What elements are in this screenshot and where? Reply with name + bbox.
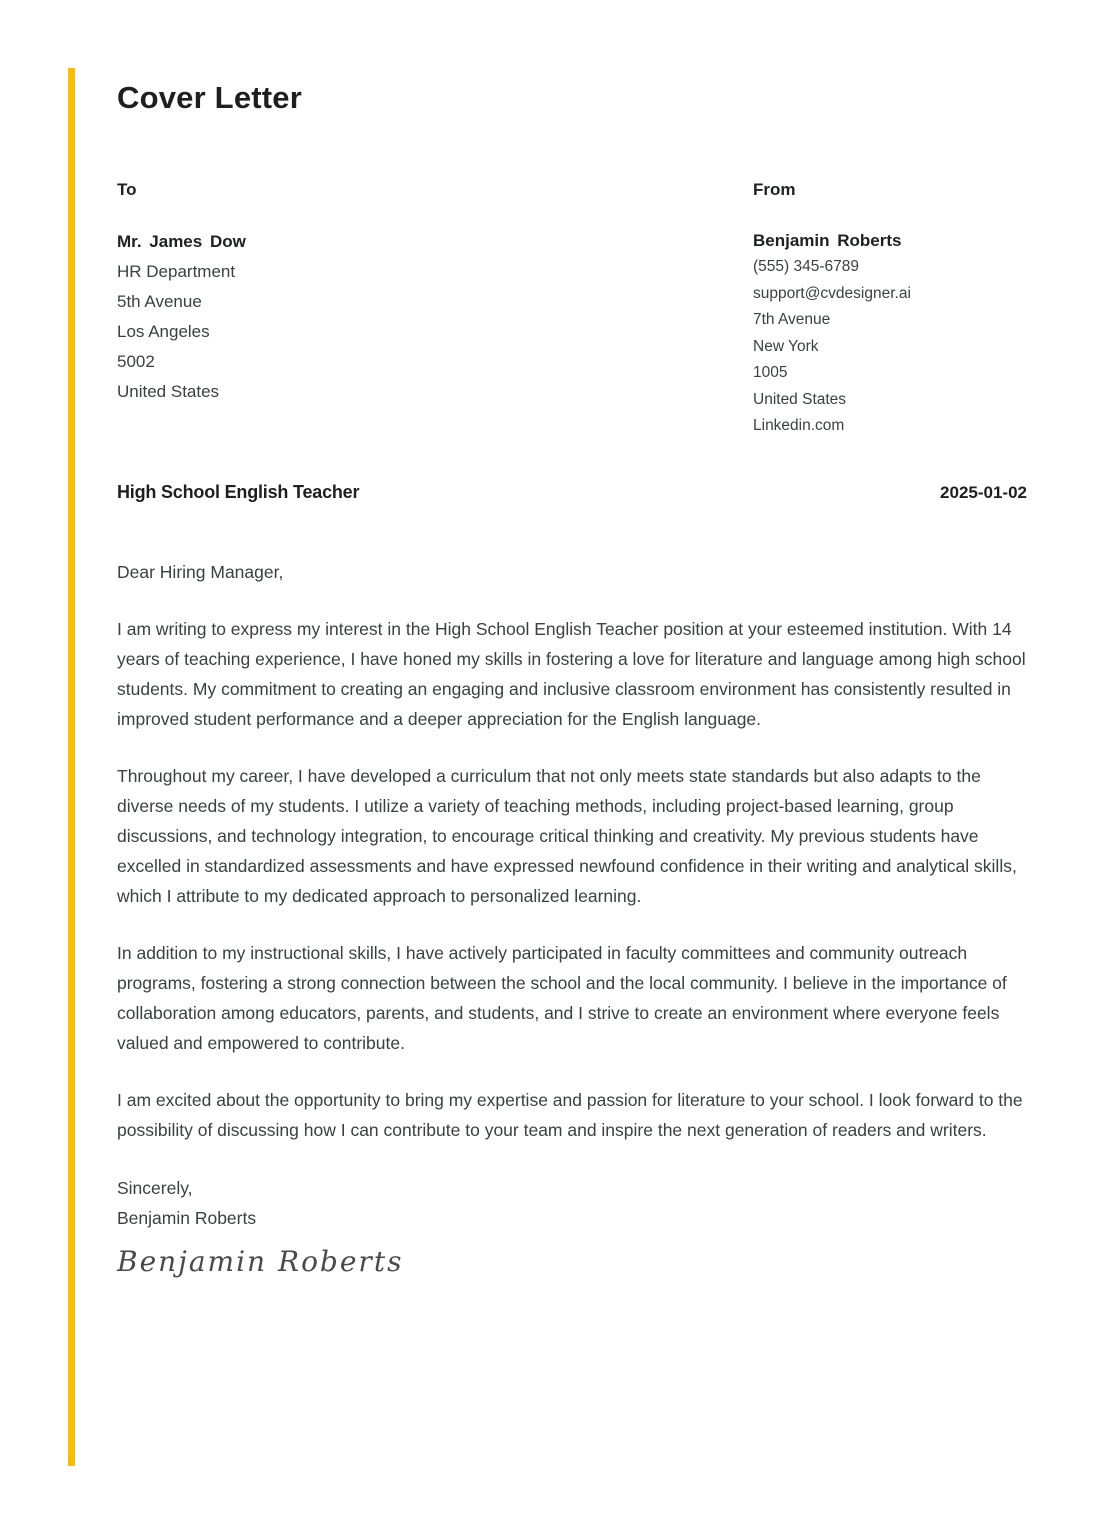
recipient-address-line: Los Angeles [117, 322, 210, 341]
closing: Sincerely, [117, 1177, 193, 1198]
sender-address-line: 1005 [753, 364, 788, 381]
recipient-address-line: 5th Avenue [117, 292, 202, 311]
sender-label: From [753, 180, 796, 199]
signer-name: Benjamin Roberts [117, 1207, 257, 1228]
closing-block [117, 1173, 1027, 1233]
job-title: High School English Teacher [117, 481, 360, 502]
recipient-name: Mr. James Dow [117, 232, 246, 251]
recipient-address-line: HR Department [117, 262, 236, 281]
recipient-address-line: United States [117, 382, 220, 401]
sender-address-line: United States [753, 390, 847, 408]
page-title: Cover Letter [117, 80, 303, 115]
body-paragraph: Throughout my career, I have developed a curriculum that not only meets state standards but also adapts to the diverse needs of my students. I utilize a variety of teaching methods, including project-based learning, group discussions, and technology integration, to encourage critical thinking and creativity. My previous students have excelled in standardized assessments and have expressed newfound confidence in their writing and analytical skills, which I attribute to my dedicated approach to personalized learning. [117, 765, 1017, 906]
letter-content [117, 80, 1027, 1278]
sender-address-line: New York [753, 337, 819, 355]
body-paragraph: In addition to my instructional skills, I have actively participated in faculty committees and community outreach programs, fostering a strong connection between the school and the local community. I believe in the importance of collaboration among educators, parents, and students, and I strive to create an environment where everyone feels valued and empowered to contribute. [117, 942, 1007, 1053]
letter-date: 2025-01-02 [940, 482, 1027, 502]
sender-address-line: 7th Avenue [753, 311, 831, 328]
job-title-row [117, 482, 1027, 503]
accent-bar [68, 68, 75, 1466]
signature: Benjamin Roberts [117, 1244, 404, 1278]
address-row [117, 180, 1027, 440]
sender-section [753, 180, 1027, 440]
body-paragraph: I am excited about the opportunity to bring my expertise and passion for literature to your school. I look forward to the possibility of discussing how I can contribute to your team and inspire the next generation of readers and writers. [117, 1089, 1023, 1140]
recipient-label: To [117, 180, 137, 199]
recipient-section [117, 180, 753, 440]
body-paragraph: I am writing to express my interest in the High School English Teacher position at your esteemed institution. With 14 years of teaching experience, I have honed my skills in fostering a love for literature and language among high school students. My commitment to creating an engaging and inclusive classroom environment has consistently resulted in improved student performance and a deeper appreciation for the English language. [117, 618, 1026, 729]
sender-phone: (555) 345-6789 [753, 258, 859, 275]
sender-name: Benjamin Roberts [753, 231, 902, 250]
salutation: Dear Hiring Manager, [117, 561, 284, 582]
sender-email: support@cvdesigner.ai [753, 284, 911, 302]
recipient-address-line: 5002 [117, 352, 155, 371]
sender-linkedin: Linkedin.com [753, 417, 845, 434]
